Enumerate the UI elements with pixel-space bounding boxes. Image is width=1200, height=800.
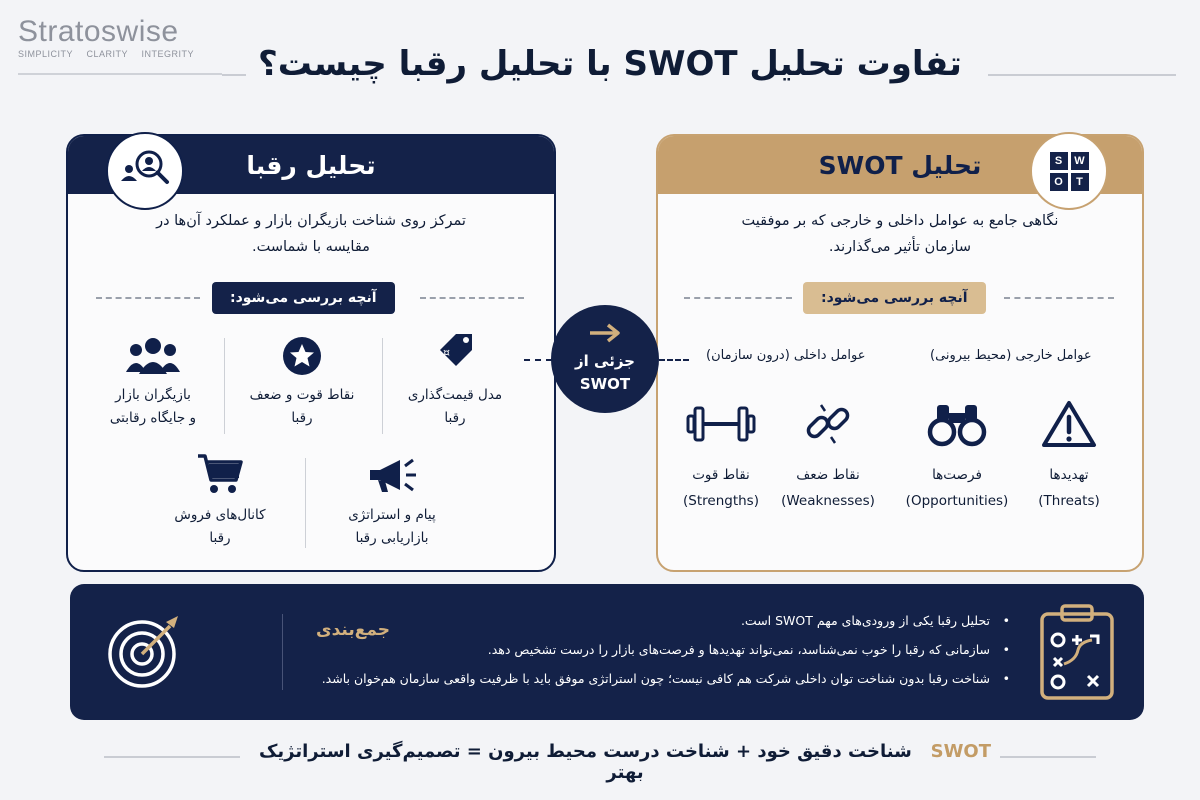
weaknesses-factor (773, 396, 883, 514)
pricing-model-line1: مدل قیمت‌گذاری (407, 387, 503, 403)
swot-grid-icon (1050, 152, 1089, 191)
item-divider (224, 338, 225, 434)
swot-grid-t: T (1071, 173, 1089, 191)
dumbbell-icon (666, 396, 776, 452)
arrow-right-icon (588, 323, 622, 350)
page-title: تفاوت تحلیل SWOT با تحلیل رقبا چیست؟ (258, 44, 962, 84)
marketing-strategy-item (322, 450, 462, 550)
market-players-line2: و جایگاه رقابتی (109, 410, 197, 426)
swot-grid-s: S (1050, 152, 1068, 170)
marketing-strategy-line1: پیام و استراتژی (348, 507, 436, 523)
bottom-rule-right (1000, 756, 1096, 758)
swot-badge (1030, 132, 1108, 210)
item-divider (305, 458, 306, 548)
swot-label: SWOT (579, 374, 631, 393)
star-circle-icon (232, 330, 372, 376)
marketing-strategy-line2: بازاریابی رقبا (355, 530, 429, 546)
competitor-description: تمرکز روی شناخت بازیگران بازار و عملکرد آن‌ها در مقایسه با شماست. (156, 213, 466, 255)
opportunities-fa: فرصت‌ها (932, 467, 982, 483)
summary-box (70, 584, 1144, 720)
summary-title: جمع‌بندی (316, 620, 390, 640)
external-factors-label: عوامل خارجی (محیط بیرونی) (930, 348, 1092, 363)
people-group-icon (88, 330, 218, 376)
user-search-icon (120, 148, 170, 194)
megaphone-icon (322, 450, 462, 496)
swot-dash-left (684, 297, 792, 299)
internal-factors-label: عوامل داخلی (درون سازمان) (706, 348, 866, 363)
strengths-factor (666, 396, 776, 514)
shopping-cart-icon (150, 450, 290, 496)
target-arrow-icon (104, 612, 184, 696)
title-rule-right (988, 74, 1176, 76)
swot-dash-right (1004, 297, 1114, 299)
logo-underline (18, 73, 222, 75)
strengths-fa: نقاط قوت (692, 467, 750, 483)
price-tag-icon (390, 330, 520, 376)
binoculars-icon (902, 396, 1012, 452)
sales-channels-line2: رقبا (209, 530, 231, 546)
brand-logo (18, 16, 208, 59)
sales-channels-line1: کانال‌های فروش (174, 507, 266, 523)
swot-grid-o: O (1050, 173, 1068, 191)
logo-tag-simplicity: SIMPLICITY (18, 49, 74, 59)
clipboard-strategy-icon (1038, 602, 1116, 706)
part-of-swot-circle (551, 305, 659, 413)
warning-triangle-icon (1014, 396, 1124, 452)
logo-tagline (18, 49, 194, 59)
logo-wordmark: Stratoswise (18, 15, 179, 48)
logo-tag-integrity: INTEGRITY (141, 49, 194, 59)
competitor-dash-right (420, 297, 524, 299)
strengths-weaknesses-line2: رقبا (291, 410, 313, 426)
summary-point: • سازمانی که رقبا را خوب نمی‌شناسد، نمی‌تواند تهدیدها و فرصت‌های بازار را درست تشخیص دهد. (310, 635, 1010, 664)
swot-description: نگاهی جامع به عوامل داخلی و خارجی که بر موفقیت سازمان تأثیر می‌گذارند. (741, 213, 1059, 255)
summary-divider (282, 614, 283, 690)
strengths-en: (Strengths) (683, 493, 759, 509)
broken-chain-icon (773, 396, 883, 452)
pricing-model-item (390, 330, 520, 430)
opportunities-en: (Opportunities) (905, 493, 1009, 509)
threats-en: (Threats) (1038, 493, 1100, 509)
opportunities-factor (902, 396, 1012, 514)
summary-point: • شناخت رقبا بدون شناخت توان داخلی شرکت هم کافی نیست؛ چون استراتژی موفق باید با ظرفیت واقعی سازمان هم‌خوان باشد. (310, 664, 1010, 693)
strengths-weaknesses-line1: نقاط قوت و ضعف (249, 387, 355, 403)
swot-panel-title: تحلیل SWOT (818, 150, 982, 180)
competitor-dash-left (96, 297, 200, 299)
swot-grid-w: W (1071, 152, 1089, 170)
bottom-formula-text: شناخت دقیق خود + شناخت درست محیط بیرون = تصمیم‌گیری استراتژیک بهتر (258, 741, 912, 783)
threats-fa: تهدیدها (1049, 467, 1089, 483)
competitor-panel-title: تحلیل رقبا (246, 150, 376, 180)
pricing-model-line2: رقبا (444, 410, 466, 426)
sales-channels-item (150, 450, 290, 550)
summary-point: • تحلیل رقبا یکی از ورودی‌های مهم SWOT است. (310, 606, 1010, 635)
strengths-weaknesses-item (232, 330, 372, 430)
part-of-label: جزئی از (575, 351, 635, 370)
connector-dash-right (659, 359, 689, 361)
weaknesses-fa: نقاط ضعف (796, 467, 860, 483)
bottom-rule-left (104, 756, 240, 758)
summary-list (310, 606, 1010, 693)
item-divider (382, 338, 383, 434)
market-players-line1: بازیگران بازار (115, 387, 191, 403)
svg-text:¤: ¤ (443, 346, 450, 359)
competitor-examined-label: آنچه بررسی می‌شود: (212, 282, 395, 314)
competitor-badge (106, 132, 184, 210)
connector-dash-left (524, 359, 552, 361)
swot-examined-label: آنچه بررسی می‌شود: (803, 282, 986, 314)
logo-tag-clarity: CLARITY (86, 49, 128, 59)
bottom-swot-highlight: SWOT (930, 741, 992, 762)
market-players-item (88, 330, 218, 430)
bottom-formula (250, 741, 1000, 783)
threats-factor (1014, 396, 1124, 514)
weaknesses-en: (Weaknesses) (781, 493, 875, 509)
